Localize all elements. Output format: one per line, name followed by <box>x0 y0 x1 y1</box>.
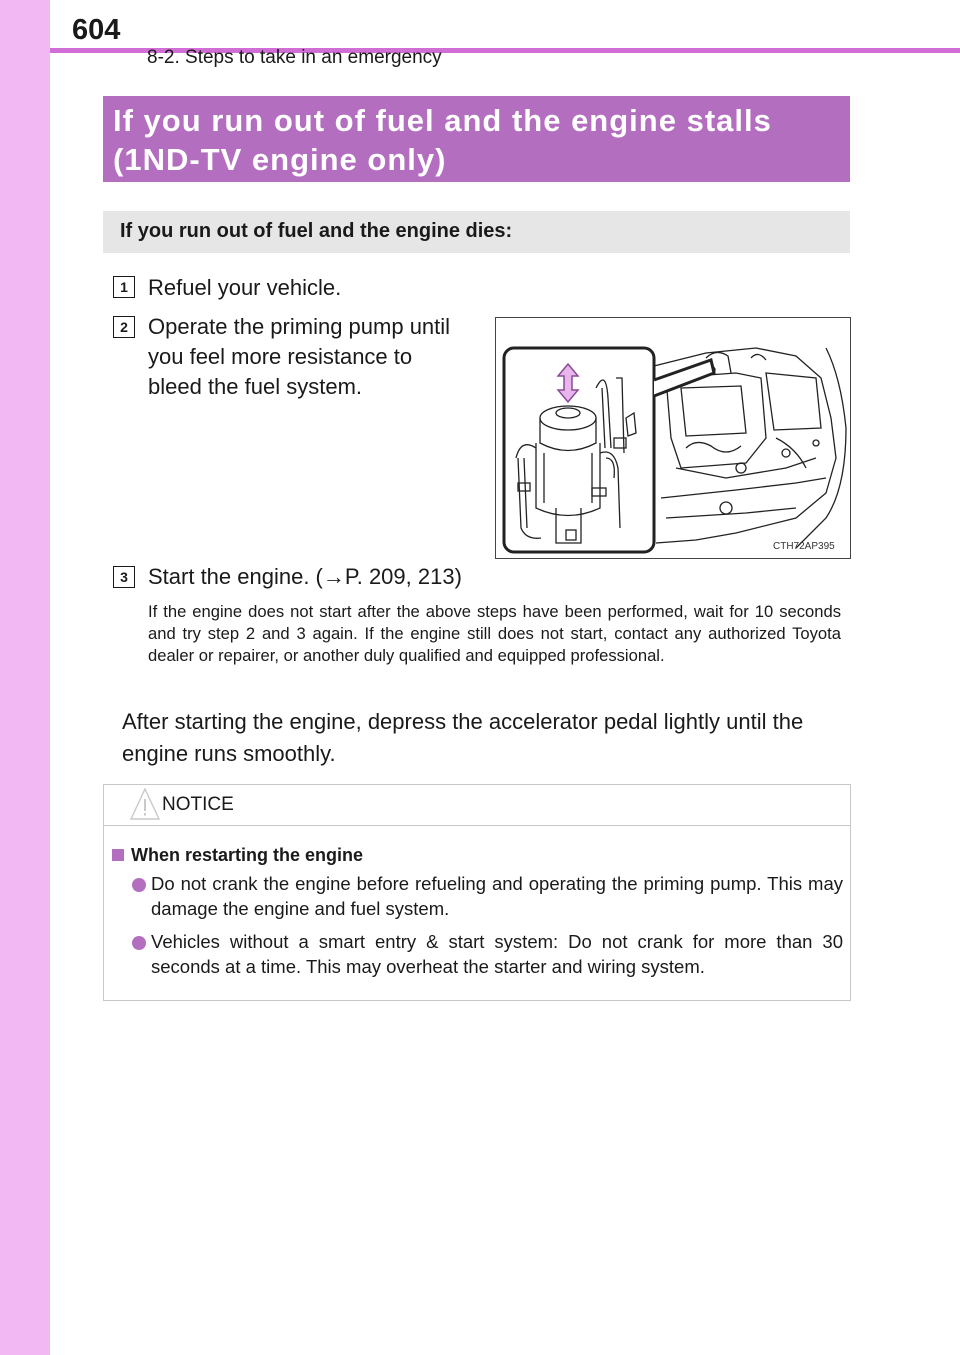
notice-heading-text: When restarting the engine <box>131 845 364 865</box>
notice-heading <box>112 845 363 866</box>
subtitle: If you run out of fuel and the engine dies: <box>120 220 513 242</box>
step-number-2: 2 <box>113 316 135 338</box>
notice-header <box>104 785 850 826</box>
notice-label: NOTICE <box>162 794 234 815</box>
engine-bay-illustration <box>495 317 851 559</box>
side-tab-band <box>0 0 50 1355</box>
step-2-line-1: Operate the priming pump until <box>148 314 451 339</box>
notice-item-2: Vehicles without a smart entry & start system: Do not crank for more than 30 seconds at a time. This may overheat the starter and wiring system. <box>151 931 843 977</box>
subtitle-box <box>103 211 850 253</box>
bullet-dot-icon <box>132 878 146 892</box>
page-title <box>103 96 850 182</box>
step-1-text: Refuel your vehicle. <box>148 275 342 300</box>
step-number-1: 1 <box>113 276 135 298</box>
step-3-text: Start the engine. (→P. 209, 213) <box>148 564 462 589</box>
step-number-3: 3 <box>113 566 135 588</box>
notice-box <box>103 784 851 1001</box>
warning-triangle-icon <box>129 786 161 822</box>
square-bullet-icon <box>112 849 124 861</box>
step-2-line-2: you feel more resistance to <box>148 344 413 369</box>
page-number: 604 <box>72 14 121 46</box>
step-3-note: If the engine does not start after the above steps have been performed, wait for 10 seconds and try step 2 and 3 again. If the engine still does not start, contact any authorized Toyota dealer or repairer, or another duly qualified and equipped professional. <box>148 602 841 665</box>
title-line-2: (1ND-TV engine only) <box>113 142 447 177</box>
after-start-instruction: After starting the engine, depress the accelerator pedal lightly until the engine runs smoothly. <box>122 709 804 766</box>
figure-code: CTH72AP395 <box>773 541 835 552</box>
priming-pump-diagram <box>496 318 850 558</box>
bullet-dot-icon <box>132 936 146 950</box>
step-2-line-3: bleed the fuel system. <box>148 374 363 399</box>
title-line-1: If you run out of fuel and the engine stalls <box>113 103 772 138</box>
section-label: 8-2. Steps to take in an emergency <box>147 47 442 68</box>
notice-item-1: Do not crank the engine before refueling and operating the priming pump. This may damage the engine and fuel system. <box>151 873 843 919</box>
